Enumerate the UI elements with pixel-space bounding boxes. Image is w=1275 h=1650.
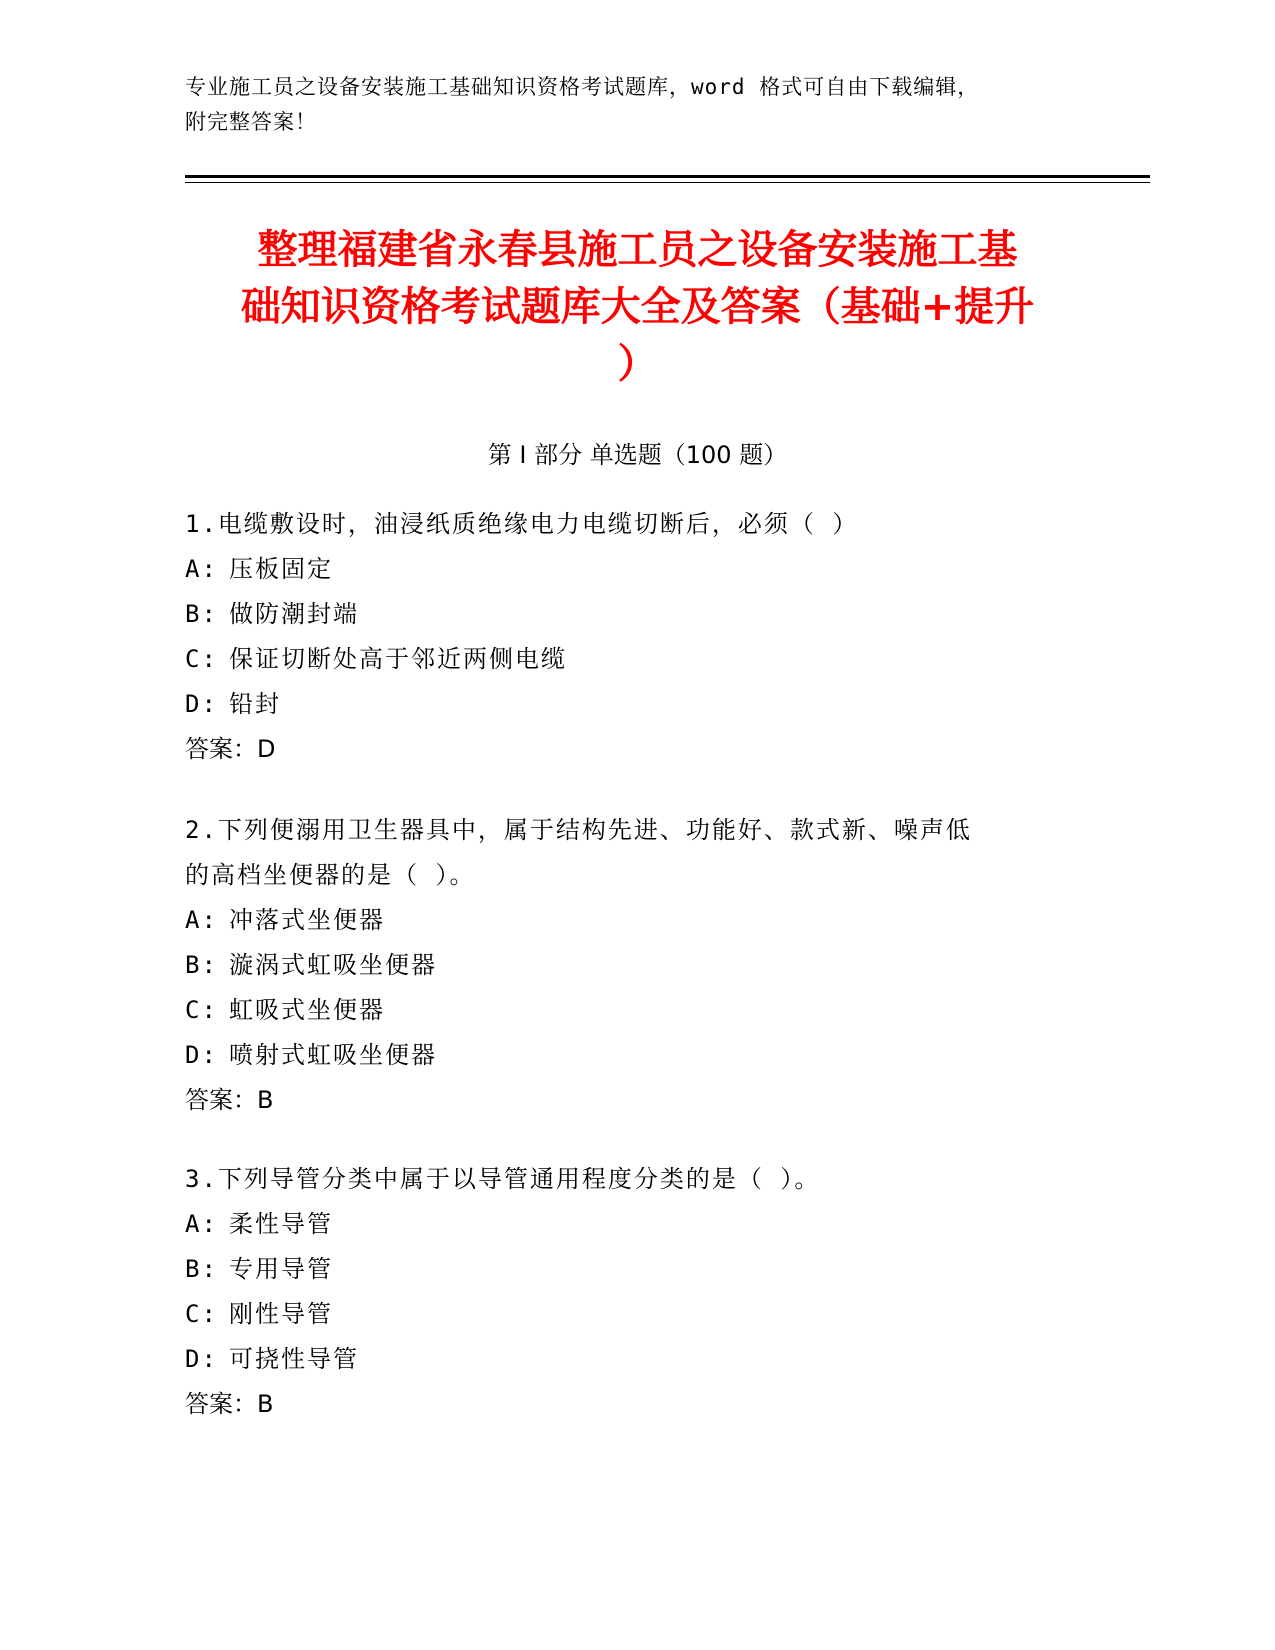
option-b [185,943,1065,988]
option-text: 喷射式虹吸坐便器 [229,1041,437,1069]
option-key: A: [185,555,218,583]
title-line-2: 础知识资格考试题库大全及答案（基础+提升 [240,284,1035,330]
title-line-1: 整理福建省永春县施工员之设备安装施工基 [257,227,1018,273]
document-title [170,222,1105,393]
option-text: 冲落式坐便器 [229,906,385,934]
intro-text [185,70,1065,140]
option-text: 压板固定 [229,555,333,583]
option-a [185,1202,1065,1247]
option-text: 专用导管 [229,1255,333,1283]
intro-line-2: 附完整答案！ [185,110,317,134]
question-3 [185,1157,1065,1427]
option-key: C: [185,645,218,673]
option-d [185,1033,1065,1078]
question-stem: 3.下列导管分类中属于以导管通用程度分类的是（ ）。 [185,1165,821,1193]
option-b [185,592,1065,637]
question-stem-line-1: 2.下列便溺用卫生器具中，属于结构先进、功能好、款式新、噪声低 [185,816,972,844]
header-divider-thick [185,175,1150,178]
option-key: B: [185,951,218,979]
option-d [185,682,1065,727]
option-key: D: [185,1345,218,1373]
header-divider-thin [185,182,1150,183]
option-b [185,1247,1065,1292]
option-a [185,898,1065,943]
answer: 答案：D [185,735,276,763]
option-key: B: [185,1255,218,1283]
question-stem: 1.电缆敷设时，油浸纸质绝缘电力电缆切断后，必须（ ） [185,510,859,538]
option-text: 可挠性导管 [229,1345,359,1373]
option-d [185,1337,1065,1382]
question-stem-line-2: 的高档坐便器的是（ ）。 [185,861,476,889]
option-text: 漩涡式虹吸坐便器 [229,951,437,979]
option-key: A: [185,1210,218,1238]
option-c [185,988,1065,1033]
option-key: D: [185,1041,218,1069]
answer: 答案：B [185,1390,274,1418]
option-a [185,547,1065,592]
option-text: 刚性导管 [229,1300,333,1328]
section-title: 第 I 部分 单选题（100 题） [487,441,788,469]
option-text: 虹吸式坐便器 [229,996,385,1024]
option-text: 柔性导管 [229,1210,333,1238]
question-1 [185,502,1065,772]
question-2 [185,808,1065,1123]
option-text: 做防潮封端 [229,600,359,628]
option-key: B: [185,600,218,628]
option-key: D: [185,690,218,718]
intro-line-1: 专业施工员之设备安装施工基础知识资格考试题库，word 格式可自由下载编辑， [185,75,980,99]
option-text: 保证切断处高于邻近两侧电缆 [229,645,567,673]
option-key: C: [185,996,218,1024]
answer: 答案：B [185,1086,274,1114]
option-c [185,637,1065,682]
option-c [185,1292,1065,1337]
title-line-3: ） [617,341,658,387]
option-text: 铅封 [229,690,281,718]
option-key: A: [185,906,218,934]
option-key: C: [185,1300,218,1328]
